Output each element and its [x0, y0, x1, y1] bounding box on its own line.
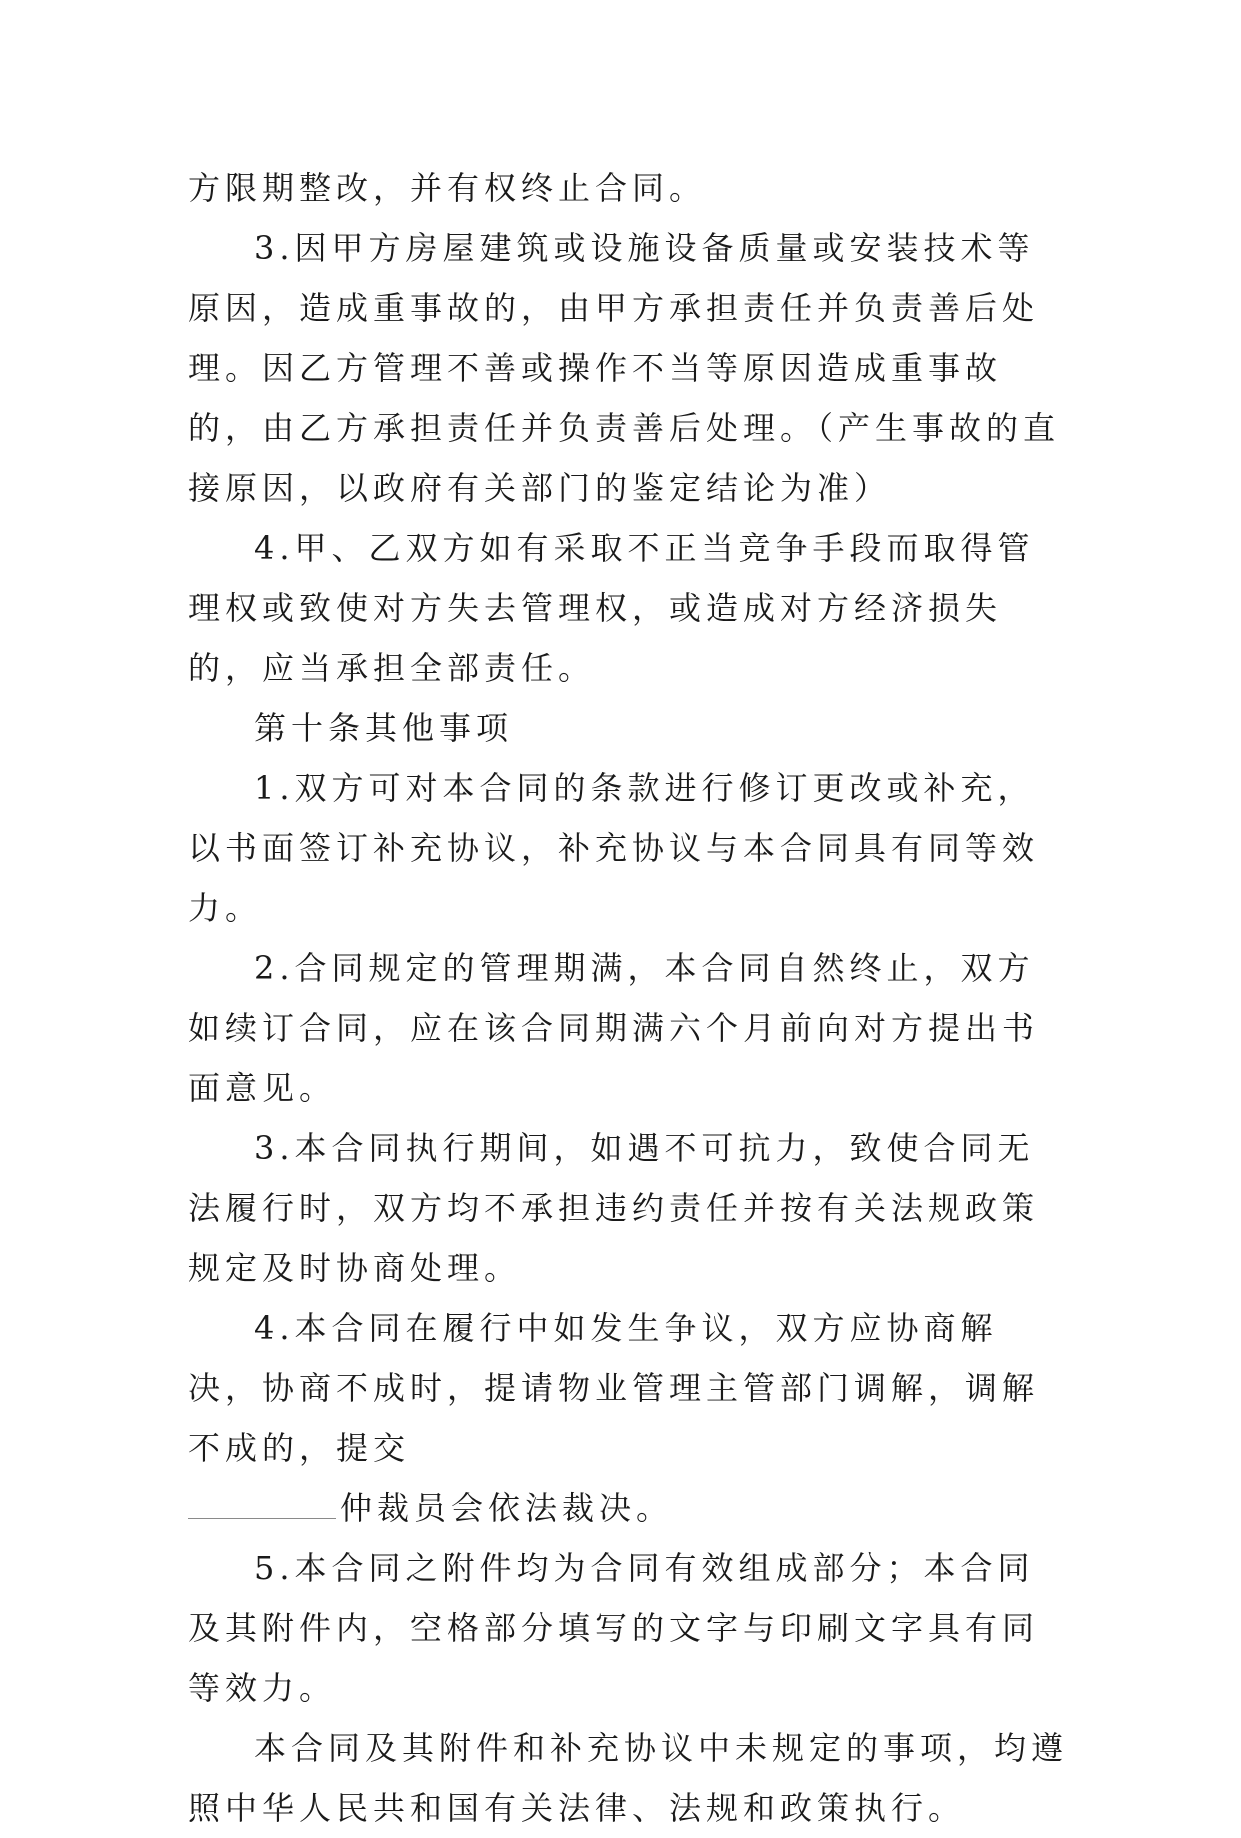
paragraph-continuation: 方限期整改，并有权终止合同。: [188, 169, 707, 207]
clause-10-4-continuation: [188, 1478, 1068, 1538]
clause-10-5: 5.本合同之附件均为合同有效组成部分；本合同及其附件内，空格部分填写的文字与印刷文字具有同等效力。: [188, 1549, 1040, 1707]
arbitration-text: 仲裁员会依法裁决。: [340, 1489, 674, 1527]
clause-10-2: 2.合同规定的管理期满，本合同自然终止，双方如续订合同，应在该合同期满六个月前向对方提出书面意见。: [188, 949, 1040, 1107]
document-body: [188, 158, 1068, 1838]
clause-9-4: 4.甲、乙双方如有采取不正当竞争手段而取得管理权或致使对方失去管理权，或造成对方经济损失的，应当承担全部责任。: [188, 529, 1035, 687]
fill-in-blank[interactable]: [188, 1484, 336, 1519]
clause-10-4: 4.本合同在履行中如发生争议，双方应协商解决，协商不成时，提请物业管理主管部门调解，调解不成的，提交: [188, 1309, 1040, 1467]
clause-9-3: 3.因甲方房屋建筑或设施设备质量或安装技术等原因，造成重事故的，由甲方承担责任并负责善后处理。因乙方管理不善或操作不当等原因造成重事故的，由乙方承担责任并负责善后处理。（产生事故的直接原因，以政府有关部门的鉴定结论为准）: [188, 229, 1061, 507]
clause-10-3: 3.本合同执行期间，如遇不可抗力，致使合同无法履行时，双方均不承担违约责任并按有关法规政策规定及时协商处理。: [188, 1129, 1040, 1287]
article-10-heading: 第十条其他事项: [254, 709, 514, 747]
clause-10-1: 1.双方可对本合同的条款进行修订更改或补充，以书面签订补充协议，补充协议与本合同具有同等效力。: [188, 769, 1040, 927]
closing-paragraph: 本合同及其附件和补充协议中未规定的事项，均遵照中华人民共和国有关法律、法规和政策执行。: [188, 1729, 1069, 1827]
